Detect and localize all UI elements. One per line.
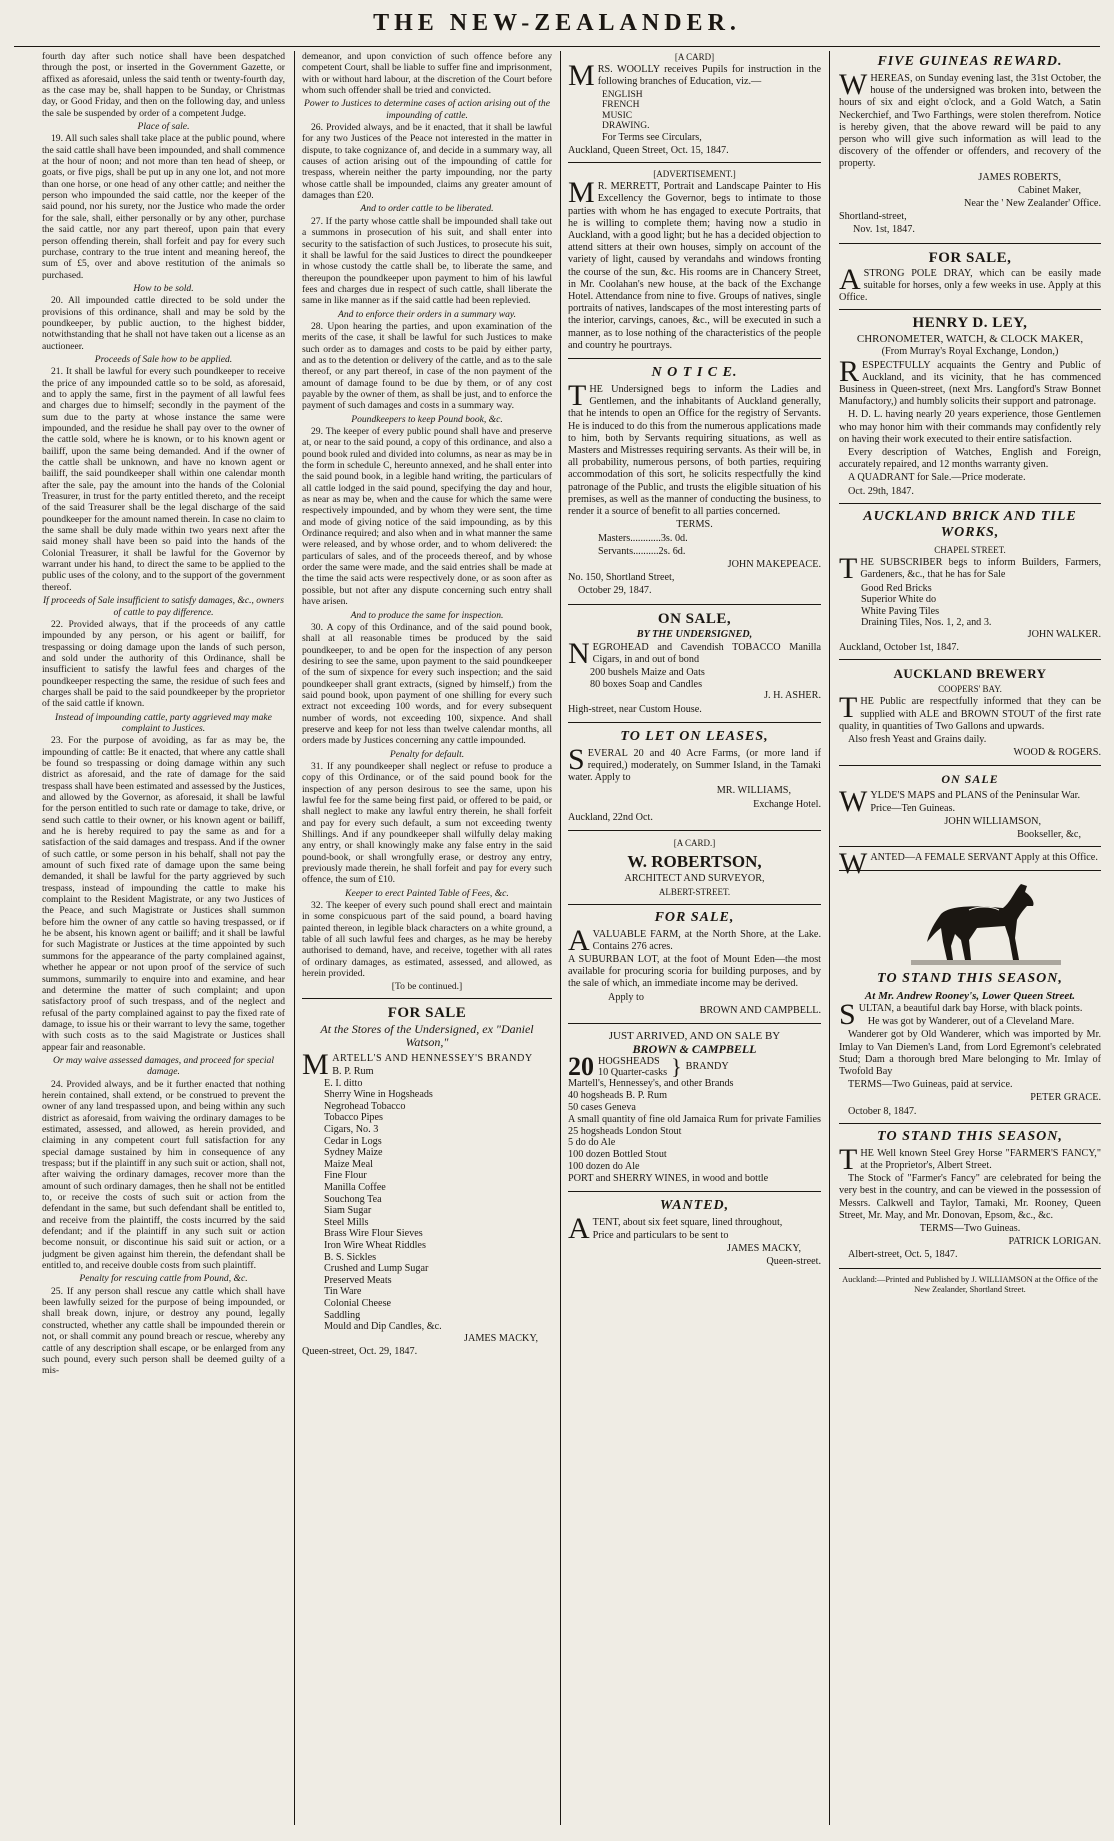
list-item: Martell's, Hennessey's, and other Brands — [568, 1078, 734, 1090]
ad-heading: ON SALE, — [657, 610, 732, 627]
section-heading: Keeper to erect Painted Table of Fees, &c. — [345, 887, 509, 899]
ad-ley: H. D. L. having nearly 20 years experience, those Gentlemen who may honor him with their commands may confidently rely on having their work executed to their entire satisfaction. — [839, 409, 1101, 445]
ad-date: Auckland, October 1st, 1847. — [839, 642, 959, 654]
ad-date: Auckland, Queen Street, Oct. 15, 1847. — [568, 144, 729, 156]
section-heading: Instead of impounding cattle, party aggrieved may make complaint to Justices. — [55, 711, 272, 734]
columns — [14, 51, 1100, 1831]
column-divider — [294, 51, 295, 1825]
divider — [839, 765, 1101, 766]
printer-imprint: Auckland:—Printed and Published by J. WILLIAMSON at the Office of the New Zealander, Shortland Street. — [842, 1274, 1098, 1294]
section-heading: Place of sale. — [137, 121, 190, 133]
divider — [839, 870, 1101, 871]
list-item: B. P. Rum — [332, 1066, 374, 1078]
column-divider — [829, 51, 830, 1825]
paragraph: 32. The keeper of every such pound shall erect and maintain in some conspicuous part of the said pound, a board having painted thereon, in legible black characters on a white ground, a table of all such lawful fees and charges, as he may be hereby authorised to demand, have, and receive, together with all rates of ordinary damages, as estimated, assessed, and allowed, as herein provided. — [302, 900, 552, 980]
ad-signature: PATRICK LORIGAN. — [1008, 1236, 1101, 1248]
ad-subheading: BY THE UNDERSIGNED, — [636, 628, 753, 640]
list-item: Sherry Wine in Hogsheads — [324, 1089, 433, 1101]
ad-signature: Bookseller, &c, — [1017, 829, 1081, 841]
section-heading: And to enforce their orders in a summary way. — [337, 308, 517, 320]
divider — [568, 358, 821, 359]
ad-address: Shortland-street, — [839, 211, 907, 223]
column-1-ordinance — [42, 51, 285, 1826]
ad-heading: FOR SALE, — [654, 909, 735, 925]
ad-heading: TO STAND THIS SEASON, — [877, 970, 1063, 986]
section-heading: Penalty for rescuing cattle from Pound, &c. — [79, 1273, 248, 1285]
subject-list — [568, 90, 821, 132]
ad-heading: TO STAND THIS SEASON, — [877, 1128, 1063, 1144]
ad-woolly: MRS. WOOLLY receives Pupils for instruction in the following branches of Education, viz.— — [568, 59, 821, 93]
divider — [568, 830, 821, 831]
ad-subheading: CHAPEL STREET. — [934, 544, 1006, 555]
ad-date: Albert-street, Oct. 5, 1847. — [848, 1249, 958, 1261]
list-item: Iron Wire Wheat Riddles — [324, 1239, 426, 1251]
divider — [839, 309, 1101, 310]
paragraph: 20. All impounded cattle directed to be sold under the provisions of this ordinance, shall and may be sold by the poundkeeper, by public auction, to the highest bidder, notwithstanding that he shall not have taken out a license as an auctioneer. — [42, 295, 285, 352]
ad-onsale: NEGROHEAD and Cavendish TOBACCO Manilla Cigars, in and out of bond — [568, 636, 821, 670]
ad-apply: Apply to — [608, 991, 644, 1003]
ad-lead-item: MARTELL'S AND HENNESSEY'S BRANDY — [302, 1047, 533, 1081]
paragraph: 30. A copy of this Ordinance, and of the said pound book, shall at all reasonable times be produced by the said poundkeeper, to and be open for the inspection of any person desiring to see the same, upon payment to the said poundkeeper of the sum of sixpence for every such inspection; and the said poundkeeper shall grant extracts, (signed by himself,) from the said pound book, upon payment of one shilling for every such extract not exceeding 100 words, and for every subsequent number of words, not exceeding 100, sixpence. And shall preserve and keep for not less than twelve calendar months, all orders made by Justices concerning any cattle impounded. — [302, 621, 552, 747]
list-item: 50 cases Geneva — [568, 1101, 636, 1113]
list-item: PORT and SHERRY WINES, in wood and bottle — [568, 1172, 769, 1184]
ad-wanted: ATENT, about six feet square, lined throughout, — [568, 1211, 783, 1245]
ad-heading: AUCKLAND BREWERY — [893, 666, 1047, 682]
paragraph: 23. For the purpose of avoiding, as far as may be, the impounding of cattle: Be it enacted, that where any cattle shall be found so trespassing or doing damage within any such district as aforesaid, and the rate of damage for the said trespass shall have been estimated and assessed by the Justices, and allowed by the Governor, as aforesaid, it shall be lawful for the person entitled to such rate or damage to take, drive, or send such cattle to their owner, or his known agent or bailiff, and he is hereby required to pay the same as and for a satisfaction of the said damages and trespass. And if the owner of such cattle, or some person in his behalf, shall not pay the amount of such fixed rate of damage upon the same being demanded, it shall be lawful for the party aggrieved by such trespass, instead of impounding the cattle to make his complaint to the Resident Magistrate, or any two Justices of the Peace, and such Magistrate or Justices shall summon before him the owner of any cattle so having trespassed, or if he be absent, his known agent or bailiff; and it shall be lawful for such Magistrate or Justices at the time appointed by such summons for the appearance of the party complained against, whether he appear or not upon proof of the service of such summons, summarily to enquire into and examine, and hear and determine the matter of such complaint; and upon satisfactory proof of such trespass, and of the neglect and refusal of the party complained against to pay the fixed rate of damage, to issue his or their warrant to levy the same, together with such costs as to the said Magistrate or Justices shall appear fair and reasonable. — [42, 735, 285, 1053]
ad-lot: A SUBURBAN LOT, at the foot of Mount Eden—the most available for procuring scoria for building purposes, and by the sale of which, an immediate income may be derived. — [568, 953, 821, 990]
paragraph: 21. It shall be lawful for every such poundkeeper to receive the price of any impounded cattle so to be sold, as aforesaid, and to apply the same, first in the payment of all lawful fees and charges due to himself; secondly in the payment of the sum due to the party at whose instance the same were impounded, and the residue he shall pay over to the owner of the cattle sold, where he is known, or to his known agent or bailiff, upon the same being demanded. And if the owner of the cattle shall be unknown, and have no known agent or bailiff, the said poundkeeper shall within one calendar month after the sale, pay the amount into the hands of the Colonial Treasurer, in trust for the party entitled thereto, and the receipt of the said Treasurer shall be the legal discharge of the said poundkeeper for the amount named therein. In case no claim to the same shall be duly made within two years next after the said money shall have been so paid into the hands of the Colonial Treasurer, it shall be lawful for the Governor by warrant under his hand, to direct the same to be applied to the public uses of the colony, and to the support of the government thereof. — [42, 366, 285, 593]
list-item: 5 do do Ale — [568, 1137, 616, 1149]
list-item: Negrohead Tobacco — [324, 1100, 406, 1112]
product-list — [839, 583, 1101, 629]
horse-illustration — [911, 876, 1061, 968]
ad-subheading: At the Stores of the Undersigned, ex "Daniel Watson," — [320, 1021, 534, 1049]
brandy-offer — [568, 1052, 821, 1082]
divider — [839, 1268, 1101, 1269]
sale-item-list — [302, 1066, 552, 1333]
list-item: Steel Mills — [324, 1216, 369, 1228]
ad-heading: ON SALE — [941, 771, 999, 786]
ad-terms: TERMS—Two Guineas, paid at service. — [848, 1079, 1013, 1091]
fee-servants: Servants..........2s. 6d. — [598, 545, 686, 557]
list-item: DRAWING. — [602, 121, 650, 132]
list-item: 25 hogsheads London Stout — [568, 1125, 682, 1137]
list-item: Siam Sugar — [324, 1205, 372, 1217]
ad-terms: TERMS—Two Guineas. — [919, 1223, 1021, 1235]
ad-date: Nov. 1st, 1847. — [853, 224, 915, 236]
ad-subheading: BROWN & CAMPBELL — [632, 1042, 757, 1057]
ad-farm: AVALUABLE FARM, at the North Shore, at the Lake. Contains 276 acres. — [568, 923, 821, 957]
ad-signature: JAMES MACKY, — [727, 1242, 801, 1254]
list-item: Sydney Maize — [324, 1147, 383, 1159]
ad-macky-sale — [302, 1005, 552, 1358]
divider — [839, 1123, 1101, 1124]
list-item: B. S. Sickles — [324, 1251, 377, 1263]
quantity-number: 20 — [568, 1052, 594, 1082]
divider — [302, 998, 552, 999]
list-item: Saddling — [324, 1309, 361, 1321]
ad-date: October 29, 1847. — [578, 585, 652, 597]
list-item: Maize Meal — [324, 1158, 373, 1170]
divider — [568, 1023, 821, 1024]
list-item: Colonial Cheese — [324, 1297, 392, 1309]
list-item: Manilla Coffee — [324, 1181, 386, 1193]
ad-ley: Every description of Watches, English and Foreign, accurately repaired, and 12 months warranty given. — [839, 447, 1101, 471]
section-heading: How to be sold. — [133, 282, 194, 294]
hogsheads-label: HOGSHEADS — [598, 1056, 660, 1068]
ad-signature: Near the ' New Zealander' Office. — [964, 198, 1101, 210]
list-item: Tin Ware — [324, 1286, 362, 1298]
list-item: Good Red Bricks — [861, 582, 932, 594]
ad-tag: [A CARD.] — [673, 837, 716, 848]
list-item: Cigars, No. 3 — [324, 1124, 379, 1136]
list-item: Fine Flour — [324, 1170, 367, 1182]
brandy-label: BRANDY — [685, 1061, 729, 1073]
column-4-ads — [839, 51, 1101, 1826]
ad-stud: THE Well known Steel Grey Horse "FARMER'S FANCY," at the Proprietor's, Albert Street. — [839, 1142, 1101, 1176]
ad-heading: HENRY D. LEY, — [912, 315, 1028, 332]
paragraph: 22. Provided always, that if the proceeds of any cattle impounded by any person, or his agent or bailiff, for trespassing or doing damage upon the lands of such person, and sold under the authority of this Ordinance, shall be insufficient to satisfy the lawful fees and charges of the poundkeeper respecting the same, the residue of such fees and charges shall be paid to the said poundkeeper by the proprietor of the said cattle if known. — [42, 618, 285, 710]
ad-price: Price—Ten Guineas. — [870, 802, 956, 814]
ad-signature: MR. WILLIAMS, — [716, 785, 791, 797]
continued-note: [To be continued.] — [391, 980, 463, 992]
ad-stud: SULTAN, a beautiful dark bay Horse, with black points. — [839, 998, 1083, 1032]
section-heading: Poundkeepers to keep Pound book, &c. — [351, 413, 503, 425]
section-heading: And to order cattle to be liberated. — [360, 203, 494, 215]
ad-signature: JOHN WALKER. — [1027, 628, 1101, 640]
column-2-ordinance — [302, 51, 552, 1826]
paragraph: 25. If any person shall rescue any cattle which shall have been lawfully seized for the purpose of being impounded, or shall break down, injure, or destroy any pound, legally constructed, whether any cattle shall be impounded therein or not, or shall commit any pound breach or rescue, whereby any cattle of any description shall escape, or be enlarged from any such pound, every such person shall be deemed guilty of a mis- — [42, 1285, 285, 1377]
list-item: E. I. ditto — [324, 1077, 363, 1089]
column-3-ads — [568, 51, 821, 1826]
ad-date: Oct. 29th, 1847. — [848, 485, 914, 497]
ad-subheading: At Mr. Andrew Rooney's, Lower Queen Street. — [864, 989, 1076, 1002]
ad-heading: TO LET ON LEASES, — [620, 728, 769, 744]
ad-terms: For Terms see Circulars, — [602, 131, 702, 143]
ad-signature: WOOD & ROGERS. — [1013, 747, 1101, 759]
ad-signature: PETER GRACE. — [1030, 1092, 1101, 1104]
section-heading: And to produce the same for inspection. — [350, 609, 504, 621]
ad-heading: FOR SALE, — [928, 249, 1012, 266]
ad-signature: JAMES MACKY, — [464, 1332, 538, 1344]
ad-tag: [A CARD] — [674, 52, 715, 62]
paragraph: demeanor, and upon conviction of such offence before any competent Court, shall be liable to suffer fine and imprisonment, with or without hard labour, at the discretion of the Court before whom such offender shall be tried and convicted. — [302, 51, 552, 97]
ad-servant: WANTED—A FEMALE SERVANT Apply at this Office. — [839, 847, 1098, 881]
ad-signature: Queen-street. — [766, 1256, 821, 1268]
divider — [839, 243, 1101, 244]
divider — [568, 904, 821, 905]
divider — [568, 604, 821, 605]
list-item: White Paving Tiles — [861, 605, 940, 617]
ad-heading: N O T I C E. — [651, 365, 738, 381]
list-item: Tobacco Pipes — [324, 1112, 383, 1124]
list-item: 100 dozen Bottled Stout — [568, 1149, 667, 1161]
list-item: ENGLISH — [602, 89, 643, 100]
list-item: MUSIC — [602, 110, 633, 121]
paragraph: 29. The keeper of every public pound shall have and preserve at, or near to the said pound, a copy of this ordinance, and also a pound book ruled and divided into columns, as near as may be in the form in schedule C, hereunto annexed, and he shall enter into the said pound book, in a legible hand writing, the particulars of all cattle lodged in the said pound, specifying the day and hour, as near as may be, when and the cause for which the same were respectively impounded, and by whom they were sent, the time and mode of giving notice of the said impounding, as by this Ordinance required; and also when and in what manner the same were released, and by whose order, and to whom delivered: the particulars of sales, and of the proceeds thereof, and by whose order the same were made, and the said entries shall be made at the time the said acts were respectively done, or as soon after as possible, but not after any dispute concerning such entry shall have arisen. — [302, 426, 552, 608]
ad-ley: A QUADRANT for Sale.—Price moderate. — [848, 472, 1026, 484]
ad-heading: WANTED, — [659, 1197, 730, 1213]
section-heading: If proceeds of Sale insufficient to satisfy damages, &c., owners of cattle to pay difference. — [42, 595, 285, 618]
list-item: 80 boxes Soap and Candles — [590, 678, 703, 690]
ad-signature: JAMES ROBERTS, — [978, 171, 1061, 183]
masthead-rule — [14, 46, 1100, 47]
divider — [839, 846, 1101, 847]
ad-address: No. 150, Shortland Street, — [568, 572, 675, 584]
divider — [568, 722, 821, 723]
ad-date: Queen-street, Oct. 29, 1847. — [302, 1345, 418, 1357]
paragraph: 31. If any poundkeeper shall neglect or refuse to produce a copy of this Ordinance, or of the said pound book for the inspection of any person desirous to see the same, upon his lawful fee for the same being first paid, or offered to be paid, or shall neglect to make any lawful entry therein, he shall forfeit and pay for every such default, a sum not exceeding twenty Shillings. And if any poundkeeper shall wilfully delay making any entry, or shall knowingly make any false entry in the said pound-book, or shall wrongfully erase, or destroy any entry, previously made therein, he shall forfeit and pay for every such offence, the sum of £10. — [302, 760, 552, 886]
column-divider — [560, 51, 561, 1825]
ad-subheading: ARCHITECT AND SURVEYOR, — [624, 873, 765, 885]
masthead: THE NEW-ZEALANDER. — [373, 10, 741, 36]
ad-subheading: COOPERS' BAY. — [938, 684, 1002, 695]
list-item: Draining Tiles, Nos. 1, 2, and 3. — [861, 617, 992, 629]
divider — [568, 1191, 821, 1192]
ad-signature: J. H. ASHER. — [764, 690, 821, 702]
paragraph: 24. Provided always, and be it further enacted that nothing herein contained, shall extend, or be construed to prevent the owner of any land trespassed upon, and being within any such district as aforesaid, from waiving the ordinary damages to be estimated, assessed, and allowed, as herein provided, and claiming in any competent court full satisfaction for any special damage sustained by him in consequence of any trespass; but if the plaintiff in any such suit or action, shall not, after waiving the ordinary damages, recover more than the amount of such ordinary damages, then he shall not be entitled to, or receive the costs of such suit or action from the defendant in the same, but such defendant shall be entitled to, and receive from the plaintiff, the costs incurred by the said defendant; and if the plaintiff in any such suit or action become nonsuit, or discontinue his said suit or action, or a judgment be given against him therein, the defendant shall be entitled to, and receive double costs from such plaintiff. — [42, 1078, 285, 1272]
ad-signature: BROWN AND CAMPBELL. — [699, 1004, 821, 1016]
ad-stud: Wanderer got by Old Wanderer, which was imported by Mr. Imlay to Van Diemen's Land, from Lord Egremont's celebrated Stud; Dam a thorough bred Mare belonging to Mr. Imlay of Twofold Bay — [839, 1029, 1101, 1078]
ad-address: ALBERT-STREET. — [658, 887, 731, 898]
ad-subheading: (From Murray's Royal Exchange, London,) — [881, 346, 1059, 358]
paragraph: 19. All such sales shall take place at the public pound, where the said cattle shall have been impounded, and shall commence at the hour of noon; and not more than ten head of sheep, or goats, or five pigs, shall be put up in any one lot, and not more than one horse, or one head of any other cattle; and neither the person who impounded the said cattle, nor the keeper of the said pound, nor his surety, nor the Justice who made the order for the sale, shall, either personally or by any other, purchase the said cattle, nor any part thereof, upon pain that every person offending therein, shall forfeit and pay for every such purchase, contrary to the true intent and meaning hereof, the sum of £5, over and above restitution of the animals so purchased. — [42, 133, 285, 281]
ad-to-let: SEVERAL 20 and 40 Acre Farms, (or more land if required,) moderately, on Summer Island, in the Tamaki water. Apply to — [568, 742, 821, 784]
divider — [839, 659, 1101, 660]
ad-heading: FOR SALE — [387, 1004, 467, 1021]
list-item: Mould and Dip Candles, &c. — [324, 1321, 442, 1333]
list-item: Brass Wire Flour Sieves — [324, 1228, 423, 1240]
ad-subheading: CHRONOMETER, WATCH, & CLOCK MAKER, — [856, 333, 1084, 346]
brace-glyph: } — [671, 1054, 682, 1080]
section-heading: Power to Justices to determine cases of action arising out of the impounding of cattle. — [304, 98, 550, 121]
list-item: Superior White do — [861, 594, 937, 606]
quantity-units — [598, 1056, 667, 1078]
list-item: 40 hogsheads B. P. Rum — [568, 1090, 668, 1102]
ad-stud: The Stock of "Farmer's Fancy" are celebrated for being the very best in the country, and can be viewed in the possession of Messrs. Calkwell and Taylor, Tamaki, Mr. Rooney, Queen Street, Mr. May, and Mr. Donovan, Epsom, &c., &c. — [839, 1173, 1101, 1221]
list-item: Souchong Tea — [324, 1193, 382, 1205]
ad-merrett: MR. MERRETT, Portrait and Landscape Painter to His Excellency the Governor, begs to intimate to those parties with whom he has engaged to execute Portraits, that he is willing to complete them; having now a studio in Auckland, with a good light; but he has a decided objection to attend sitters at their own houses, simply on account of the variety of light, caused by verandahs and windows fronting the course of the sun, &c. His rooms are in Chancery Street, in Mr. Coolahan's new house, at the back of the Exchange Hotel. Attendance from nine to five. Groups of natives, single portraits of natives, landscapes of the most interesting parts of the interior, carvings, canoes, &c., will be executed in such a manner, as to lose nothing of the characteristics of the people and country he pourtrays. — [568, 176, 821, 351]
divider — [568, 162, 821, 163]
ad-date: October 8, 1847. — [848, 1105, 917, 1117]
list-item: Crushed and Lump Sugar — [324, 1263, 429, 1275]
ad-reward: WHEREAS, on Sunday evening last, the 31st October, the house of the undersigned was broken into, between the hours of six and eight o'clock, and a Gold Watch, a Satin Neckerchief, and Two Farthings, were stolen therefrom. Notice is hereby given, that the above reward will be paid to any person who will give such information as will lead to the discovery of the offender or offenders, and recovery of the property. — [839, 68, 1101, 170]
ad-signature: JOHN MAKEPEACE. — [727, 558, 821, 570]
paragraph: fourth day after such notice shall have been despatched through the post, or inserted in the Government Gazette, or affixed as aforesaid, unless the said tenth or twenty-fourth day, as the case may be, shall happen to be Sunday, or Christmas day, or Good Friday, and then on the following day, and unless the sale be suspended by order of a competent Judge. — [42, 51, 285, 119]
section-heading: Proceeds of Sale how to be applied. — [94, 353, 233, 365]
ad-date: Auckland, 22nd Oct. — [568, 811, 653, 823]
paragraph: 28. Upon hearing the parties, and upon examination of the merits of the case, it shall be lawful for such Justices to make such order as to damages and costs to be paid by either party, and as to the detention or delivery of the cattle, and as to the sale thereof, or any part thereof, in case of the non payment of the amount of damage found to be due by them, or of any cost payable by the owner of them, as shall be just, and to enforce the payment of such damages and costs in a summary way. — [302, 320, 552, 412]
ad-heading: FIVE GUINEAS REWARD. — [877, 54, 1063, 69]
ad-maps: WYLDE'S MAPS and PLANS of the Peninsular War. — [839, 784, 1080, 818]
ad-tag: [ADVERTISEMENT.] — [653, 169, 736, 180]
ad-heading: AUCKLAND BRICK AND TILE WORKS, — [863, 508, 1077, 540]
list-item: A small quantity of fine old Jamaica Rum for private Families — [568, 1113, 821, 1125]
list-item: FRENCH — [602, 100, 640, 111]
list-item: Preserved Meats — [324, 1274, 392, 1286]
section-heading: Or may waive assessed damages, and proceed for special damage. — [52, 1054, 275, 1078]
ad-brewery: THE Public are respectfully informed that they can be supplied with ALE and BROWN STOUT of the first rate quality, in quantities of Two Gallons and upwards. — [839, 691, 1101, 732]
paragraph: 26. Provided always, and be it enacted, that it shall be lawful for any two Justices of the Peace not interested in the matter in dispute, to take cognizance of, and decide in a summary way, all causes of action arising out of the impounding of cattle for trespass, wherein neither the party impounding, nor the party whose cattle shall be impounded, claims any greater amount of damages than £20. — [302, 122, 552, 202]
list-item: 100 dozen do Ale — [568, 1160, 640, 1172]
ad-text: Also fresh Yeast and Grains daily. — [848, 734, 987, 746]
ad-signature: JOHN WILLIAMSON, — [944, 815, 1041, 827]
divider — [839, 503, 1101, 504]
ad-signature: Exchange Hotel. — [753, 798, 821, 810]
quarter-casks-label: 10 Quarter-casks — [598, 1067, 668, 1079]
ad-heading: W. ROBERTSON, — [627, 852, 762, 872]
list-item: Cedar in Logs — [324, 1135, 382, 1147]
paragraph: 27. If the party whose cattle shall be impounded shall take out a summons in prosecution of his suit, and shall enter into security to the satisfaction of such Justices, to prosecute his suit, it shall be lawful for the said Justices to direct the poundkeeper in whose custody the cattle shall be, to liberate the same, and thereupon the poundkeeper upon payment to him of his lawful fees and charges due in respect of such cattle, shall liberate the same in like manner as if the said cattle had been replevied. — [302, 215, 552, 307]
ad-notice: THE Undersigned begs to inform the Ladies and Gentlemen, and the inhabitants of Auckland generally, that he intends to open an Office for the registry of Servants. He is induced to do this from the numerous applications made to him, both by Servants requiring situations, as well as Masters and Mistresses requiring servants. As their will be, in all probability, numerous persons, of both parties, requiring accommodation of this sort, he solicits respectfully the kind patronage of the Public, and trusts the eligible situation of his premises, as well as the manner of conducting the business, to render it a source of benefit to all parties concerned. — [568, 379, 821, 518]
ad-ley: RESPECTFULLY acquaints the Gentry and Public of Auckland, and its vicinity, that he has commenced Business in Queen-street, (next Mrs. Langford's Straw Bonnet Manufactory,) and humbly solicits their support and patronage. — [839, 354, 1101, 408]
section-heading: Penalty for default. — [389, 748, 465, 760]
ad-brick: THE SUBSCRIBER begs to inform Builders, Farmers, Gardeners, &c., that he has for Sale — [839, 552, 1101, 586]
ad-stud: He was got by Wanderer, out of a Cleveland Mare. — [867, 1016, 1075, 1028]
ad-address: High-street, near Custom House. — [568, 703, 702, 715]
sale-item-list — [568, 1078, 821, 1184]
ad-signature: Cabinet Maker, — [1018, 184, 1081, 196]
ad-dray: ASTRONG POLE DRAY, which can be easily made suitable for horses, only a few weeks in use. Apply at this Office. — [839, 262, 1101, 304]
ad-text: Price and particulars to be sent to — [592, 1229, 729, 1241]
fee-masters: Masters............3s. 0d. — [598, 532, 688, 544]
sale-item-list — [568, 667, 821, 690]
ad-heading: JUST ARRIVED, AND ON SALE BY — [608, 1029, 781, 1042]
terms-label: TERMS. — [676, 519, 713, 531]
list-item: 200 bushels Maize and Oats — [590, 667, 705, 679]
